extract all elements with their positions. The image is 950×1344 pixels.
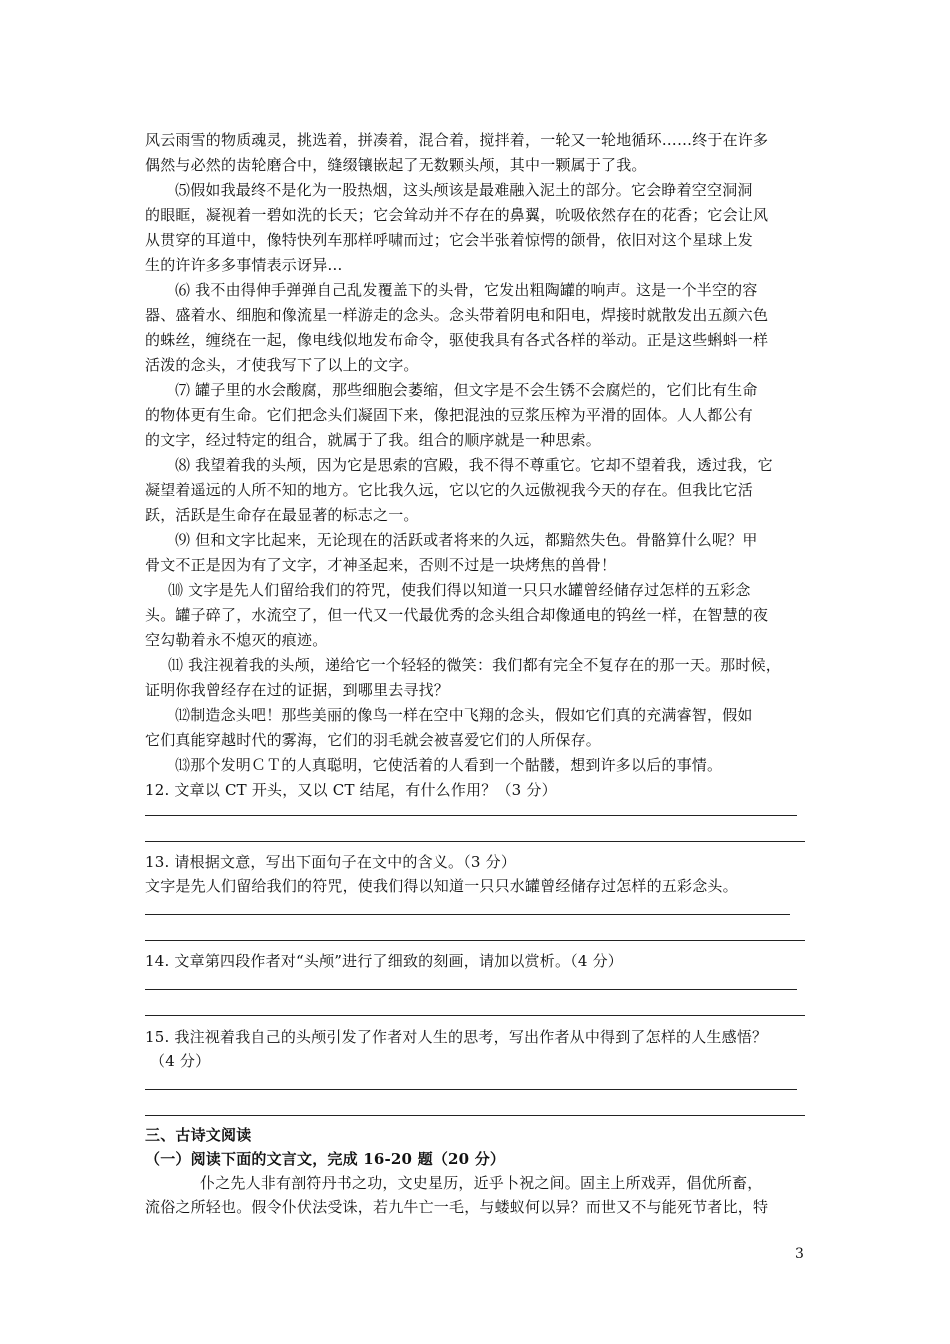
question-13-quote: 文字是先人们留给我们的符咒，使我们得以知道一只只水罐曾经储存过怎样的五彩念头。: [145, 877, 738, 895]
passage-line: 头。罐子碎了，水流空了，但一代又一代最优秀的念头组合却像通电的钨丝一样，在智慧的夜: [145, 606, 769, 624]
answer-line[interactable]: [145, 914, 790, 915]
passage-line: 它们真能穿越时代的雾海，它们的羽毛就会被喜爱它们的人所保存。: [145, 731, 602, 749]
classical-text-line: 流俗之所轻也。假令仆伏法受诛，若九牛亡一毛，与蝼蚁何以异？而世又不与能死节者比，特: [145, 1198, 769, 1216]
question-15-score: （4 分）: [150, 1052, 211, 1070]
answer-line[interactable]: [145, 940, 805, 941]
passage-line: 证明你我曾经存在过的证据，到哪里去寻找？: [145, 681, 450, 699]
page-number: 3: [795, 1246, 804, 1262]
passage-line: ⑿制造念头吧！那些美丽的像鸟一样在空中飞翔的念头，假如它们真的充满睿智，假如: [175, 706, 753, 724]
passage-line: 的蛛丝，缠绕在一起，像电线似地发布命令，驱使我具有各式各样的举动。正是这些蝌蚪一样: [145, 331, 769, 349]
question-14: 14. 文章第四段作者对“头颅”进行了细致的刻画，请加以赏析。（4 分）: [145, 952, 623, 970]
passage-line: 的物体更有生命。它们把念头们凝固下来，像把混浊的豆浆压榨为平滑的固体。人人都公有: [145, 406, 754, 424]
answer-line[interactable]: [145, 1115, 805, 1116]
passage-line: ⒀那个发明ＣＴ的人真聪明，它使活着的人看到一个骷髅，想到许多以后的事情。: [175, 756, 723, 774]
passage-line: ⑺ 罐子里的水会酸腐，那些细胞会萎缩，但文字是不会生锈不会腐烂的，它们比有生命: [175, 381, 758, 399]
passage-line: 的文字，经过特定的组合，就属于了我。组合的顺序就是一种思索。: [145, 431, 602, 449]
passage-line: 器、盛着水、细胞和像流星一样游走的念头。念头带着阴电和阳电，焊接时就散发出五颜六色: [145, 306, 769, 324]
passage-line: 空勾勒着永不熄灭的痕迹。: [145, 631, 328, 649]
question-13: 13. 请根据文意，写出下面句子在文中的含义。（3 分）: [145, 853, 517, 871]
answer-line[interactable]: [145, 1089, 797, 1090]
answer-line[interactable]: [145, 989, 797, 990]
passage-line: ⑾ 我注视着我的头颅，递给它一个轻轻的微笑：我们都有完全不复存在的那一天。那时候，: [168, 656, 781, 674]
passage-line: 骨文不正是因为有了文字，才神圣起来，否则不过是一块烤焦的兽骨！: [145, 556, 617, 574]
passage-line: ⑻ 我望着我的头颅，因为它是思索的宫殿，我不得不尊重它。它却不望着我，透过我，它: [175, 456, 773, 474]
passage-line: 凝望着遥远的人所不知的地方。它比我久远，它以它的久远傲视我今天的存在。但我比它活: [145, 481, 754, 499]
passage-line: 风云雨雪的物质魂灵，挑选着，拼凑着，混合着，搅拌着，一轮又一轮地循环……终于在许多: [145, 131, 769, 149]
passage-line: ⑽ 文字是先人们留给我们的符咒，使我们得以知道一只只水罐曾经储存过怎样的五彩念: [168, 581, 751, 599]
question-15: 15. 我注视着我自己的头颅引发了作者对人生的思考，写出作者从中得到了怎样的人生感悟？: [145, 1028, 768, 1046]
answer-line[interactable]: [145, 841, 805, 842]
passage-line: ⑼ 但和文字比起来，无论现在的活跃或者将来的久远，都黯然失色。骨骼算什么呢？甲: [175, 531, 758, 549]
passage-line: 生的许许多多事情表示讶异…: [145, 256, 343, 274]
passage-line: 偶然与必然的齿轮磨合中，缝缀镶嵌起了无数颗头颅，其中一颗属于了我。: [145, 156, 647, 174]
passage-line: ⑹ 我不由得伸手弹弹自己乱发覆盖下的头骨，它发出粗陶罐的响声。这是一个半空的容: [175, 281, 758, 299]
section-heading: 三、古诗文阅读: [145, 1126, 252, 1144]
passage-line: 活泼的念头，才使我写下了以上的文字。: [145, 356, 419, 374]
question-12: 12. 文章以 CT 开头，又以 CT 结尾，有什么作用？（3 分）: [145, 781, 557, 799]
passage-line: 从贯穿的耳道中，像特快列车那样呼啸而过；它会半张着惊愕的颌骨，依旧对这个星球上发: [145, 231, 754, 249]
passage-line: 的眼眶，凝视着一碧如洗的长天；它会耸动并不存在的鼻翼，吮吸依然存在的花香；它会让风: [145, 206, 769, 224]
classical-text-line: 仆之先人非有剖符丹书之功，文史星历，近乎卜祝之间。固主上所戏弄，倡优所畜，: [200, 1174, 763, 1192]
section-subheading: （一）阅读下面的文言文，完成 16-20 题（20 分）: [145, 1150, 506, 1168]
answer-line[interactable]: [145, 1015, 805, 1016]
answer-line[interactable]: [145, 815, 797, 816]
passage-line: 跃，活跃是生命存在最显著的标志之一。: [145, 506, 419, 524]
passage-line: ⑸假如我最终不是化为一股热烟，这头颅该是最难融入泥土的部分。它会睁着空空洞洞: [175, 181, 753, 199]
